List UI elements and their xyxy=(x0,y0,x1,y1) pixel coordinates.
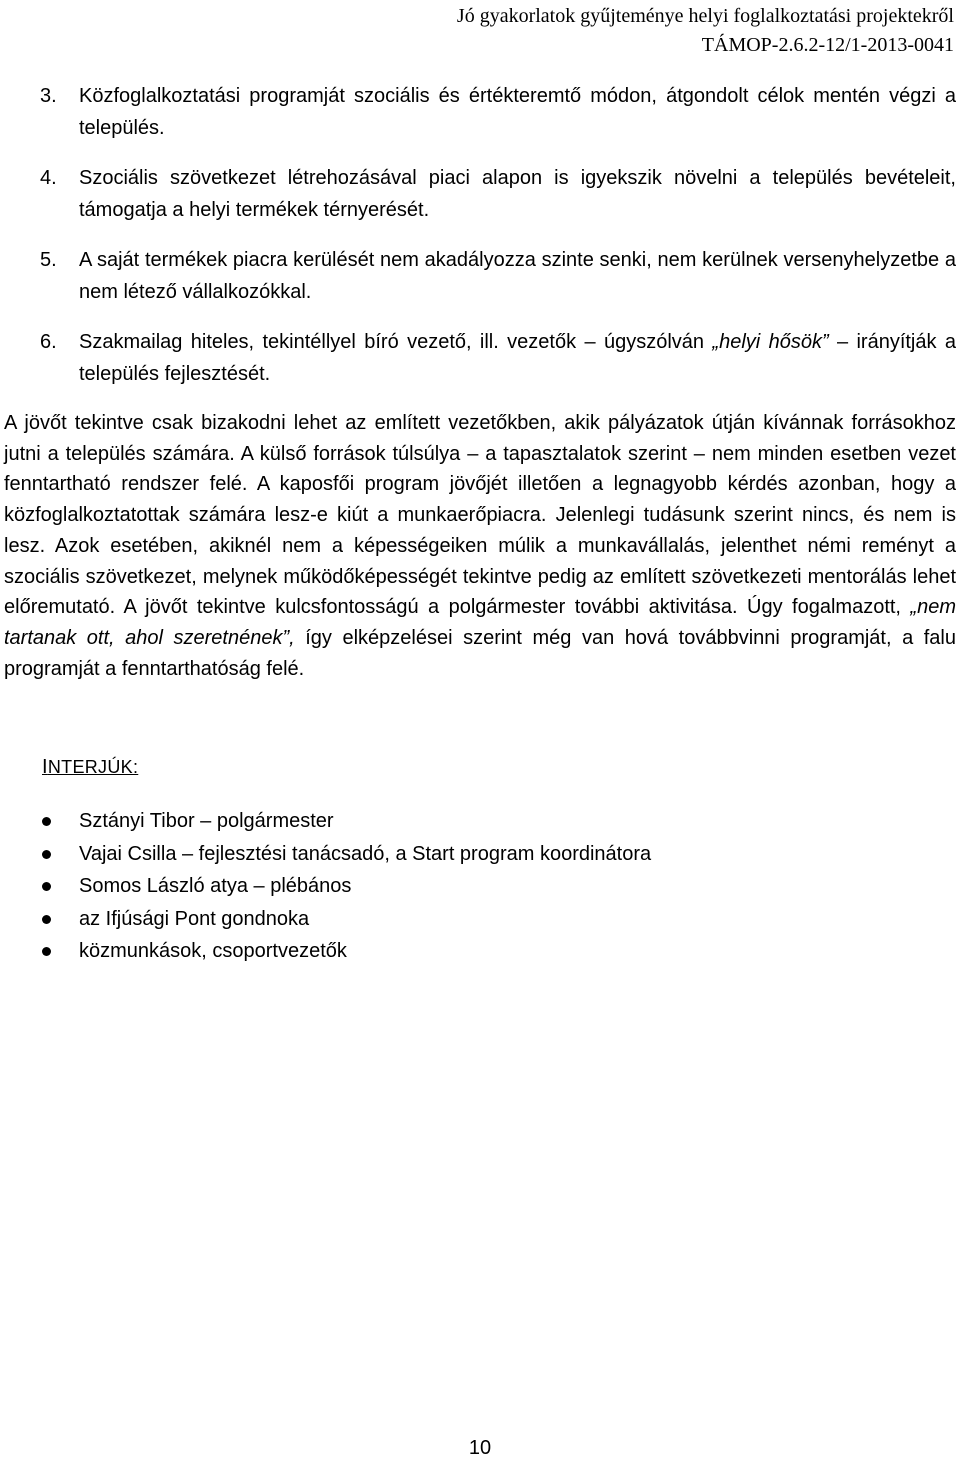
page-number: 10 xyxy=(468,1437,492,1459)
list-item-number: 6. xyxy=(40,331,57,353)
numbered-list xyxy=(4,80,956,390)
page-header xyxy=(457,2,954,60)
paragraph-quote: „nem tartanak ott, ahol szeretnének”, xyxy=(4,596,956,649)
header-project-code: TÁMOP-2.6.2-12/1-2013-0041 xyxy=(701,34,954,56)
interview-item-text: Somos László atya – plébános xyxy=(79,875,352,898)
list-item xyxy=(4,80,956,144)
list-item xyxy=(4,162,956,226)
list-item xyxy=(4,903,956,936)
interviews-heading-rest: NTERJÚK: xyxy=(47,757,139,778)
list-item xyxy=(4,326,956,390)
list-item-text-after: – irányítják a település fejlesztését. xyxy=(79,331,956,385)
list-item-number: 5. xyxy=(40,249,57,271)
interview-item-text: Sztányi Tibor – polgármester xyxy=(79,810,334,833)
list-item-number: 4. xyxy=(40,167,57,189)
bullet-icon xyxy=(42,915,51,924)
list-item-italic-quote: „helyi hősök” xyxy=(712,331,829,353)
page-content xyxy=(4,80,956,968)
list-item xyxy=(4,244,956,308)
list-item-text-before: Szakmailag hiteles, tekintéllyel bíró vezető, ill. vezetők – úgyszólván xyxy=(79,331,713,353)
interview-item-text: közmunkások, csoportvezetők xyxy=(79,940,347,963)
list-item xyxy=(4,838,956,871)
bullet-icon xyxy=(42,882,51,891)
interviews-heading xyxy=(42,753,956,781)
paragraph-part-1: A jövőt tekintve csak bizakodni lehet az említett vezetőkben, akik pályázatok útján kívánnak forrásokhoz jutni a település számára. A külső források túlsúlya – a tapasztalatok szerint – nem minden esetben vezet fenntartható rendszer felé. A kaposfői program jövőjét illetően a legnagyobb kérdés azonban, hogy a közfoglalkoztatottak számára lesz-e kiút a munkaerőpiacra. Jelenlegi tudásunk szerint nincs, és nem is lesz. Azok esetében, akiknél nem a képességeiken múlik a munkavállalás, jelenthet némi reményt a szociális szövetkezet, melynek működőképességét tekintve pedig az említett szövetkezeti mentorálás lehet előremutató. A jövőt tekintve kulcsfontosságú a polgármester további aktivitása. Úgy fogalmazott, xyxy=(4,412,956,619)
list-item-text: A saját termékek piacra kerülését nem akadályozza szinte senki, nem kerülnek versenyhelyzetbe a nem létező vállalkozókkal. xyxy=(79,249,956,303)
bullet-icon xyxy=(42,817,51,826)
header-title: Jó gyakorlatok gyűjteménye helyi foglalkoztatási projektekről xyxy=(456,5,954,27)
interview-item-text: Vajai Csilla – fejlesztési tanácsadó, a Start program koordinátora xyxy=(79,842,652,865)
bullet-icon xyxy=(42,850,51,859)
list-item xyxy=(4,870,956,903)
list-item-number: 3. xyxy=(40,85,57,107)
list-item-text: Közfoglalkoztatási programját szociális és értékteremtő módon, átgondolt célok mentén végzi a település. xyxy=(79,85,956,139)
list-item xyxy=(4,805,956,838)
interviews-heading-initial: I xyxy=(42,756,48,779)
interviews-list xyxy=(4,805,956,968)
paragraph-part-2: így elképzelései szerint még van hová továbbvinni programját, a falu programját a fenntarthatóság felé. xyxy=(4,626,957,680)
list-item xyxy=(4,935,956,968)
bullet-icon xyxy=(42,947,51,956)
interview-item-text: az Ifjúsági Pont gondnoka xyxy=(79,907,310,930)
body-paragraph xyxy=(4,408,956,684)
list-item-text: Szociális szövetkezet létrehozásával piaci alapon is igyekszik növelni a település bevételeit, támogatja a helyi termékek térnyerését. xyxy=(79,167,956,221)
